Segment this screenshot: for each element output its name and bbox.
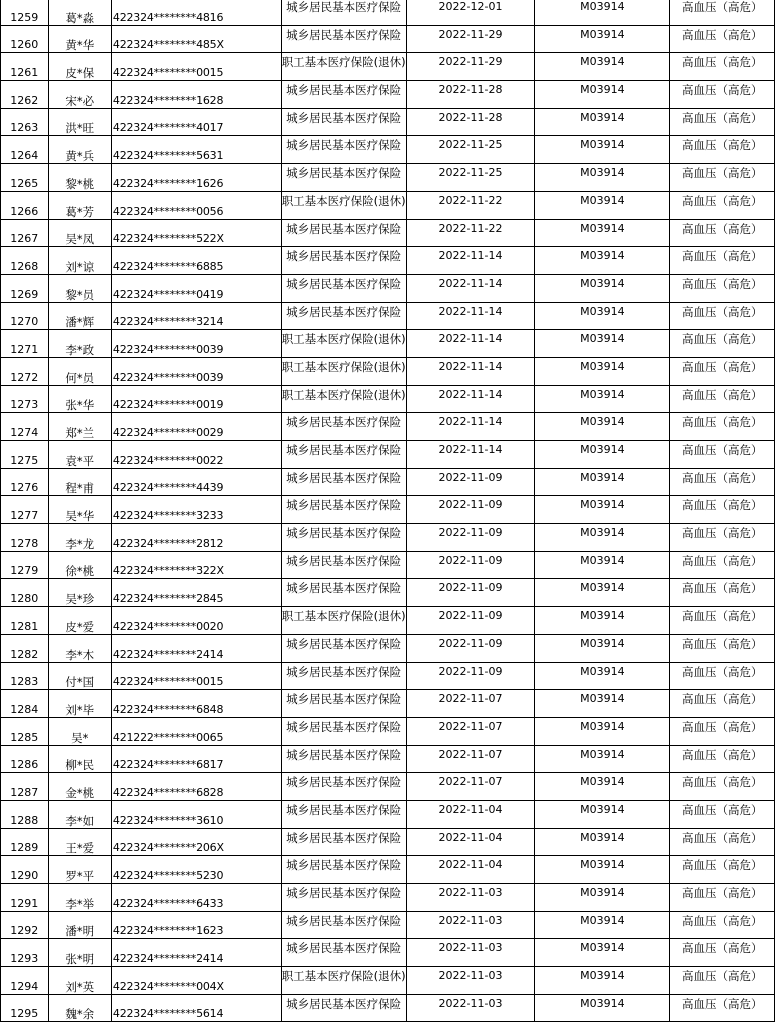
table-row <box>1 690 775 718</box>
id-number-cell: 422324********0020 <box>111 607 281 635</box>
row-number-cell: 1266 <box>1 191 49 219</box>
row-number-cell: 1262 <box>1 81 49 109</box>
name-cell: 黎*桃 <box>48 164 111 192</box>
insurance-type-cell: 城乡居民基本医疗保险 <box>281 524 406 552</box>
name-cell: 李*举 <box>48 884 111 912</box>
name-cell: 罗*平 <box>48 856 111 884</box>
disease-code-cell: M03914 <box>535 413 670 441</box>
disease-code-cell: M03914 <box>535 441 670 469</box>
disease-code-cell: M03914 <box>535 219 670 247</box>
id-number-cell: 422324********485X <box>111 25 281 53</box>
row-number-cell: 1286 <box>1 745 49 773</box>
table-row <box>1 81 775 109</box>
disease-code-cell: M03914 <box>535 911 670 939</box>
name-cell: 黄*华 <box>48 25 111 53</box>
insurance-type-cell: 城乡居民基本医疗保险 <box>281 413 406 441</box>
date-cell: 2022-11-09 <box>406 551 535 579</box>
insurance-type-cell: 城乡居民基本医疗保险 <box>281 856 406 884</box>
disease-name-cell: 高血压（高危） <box>670 690 775 718</box>
name-cell: 黎*员 <box>48 274 111 302</box>
id-number-cell: 422324********3610 <box>111 800 281 828</box>
table-row <box>1 911 775 939</box>
date-cell: 2022-11-04 <box>406 800 535 828</box>
name-cell: 刘*毕 <box>48 690 111 718</box>
insurance-type-cell: 城乡居民基本医疗保险 <box>281 496 406 524</box>
id-number-cell: 422324********5230 <box>111 856 281 884</box>
insurance-type-cell: 城乡居民基本医疗保险 <box>281 274 406 302</box>
table-row <box>1 856 775 884</box>
disease-code-cell: M03914 <box>535 524 670 552</box>
id-number-cell: 422324********2812 <box>111 524 281 552</box>
disease-code-cell: M03914 <box>535 551 670 579</box>
disease-name-cell: 高血压（高危） <box>670 828 775 856</box>
insurance-type-cell: 职工基本医疗保险(退休) <box>281 53 406 81</box>
date-cell: 2022-11-09 <box>406 607 535 635</box>
disease-name-cell: 高血压（高危） <box>670 468 775 496</box>
row-number-cell: 1291 <box>1 884 49 912</box>
insurance-type-cell: 城乡居民基本医疗保险 <box>281 247 406 275</box>
row-number-cell: 1282 <box>1 634 49 662</box>
disease-code-cell: M03914 <box>535 496 670 524</box>
date-cell: 2022-11-03 <box>406 911 535 939</box>
row-number-cell: 1280 <box>1 579 49 607</box>
row-number-cell: 1274 <box>1 413 49 441</box>
insurance-type-cell: 城乡居民基本医疗保险 <box>281 551 406 579</box>
name-cell: 宋*必 <box>48 81 111 109</box>
id-number-cell: 422324********5631 <box>111 136 281 164</box>
insurance-type-cell: 城乡居民基本医疗保险 <box>281 0 406 25</box>
row-number-cell: 1294 <box>1 967 49 995</box>
row-number-cell: 1285 <box>1 717 49 745</box>
date-cell: 2022-11-07 <box>406 690 535 718</box>
name-cell: 皮*爱 <box>48 607 111 635</box>
row-number-cell: 1268 <box>1 247 49 275</box>
row-number-cell: 1295 <box>1 994 49 1022</box>
insurance-type-cell: 城乡居民基本医疗保险 <box>281 884 406 912</box>
name-cell: 郑*兰 <box>48 413 111 441</box>
insurance-type-cell: 城乡居民基本医疗保险 <box>281 828 406 856</box>
disease-name-cell: 高血压（高危） <box>670 745 775 773</box>
disease-code-cell: M03914 <box>535 81 670 109</box>
disease-name-cell: 高血压（高危） <box>670 773 775 801</box>
row-number-cell: 1288 <box>1 800 49 828</box>
insurance-type-cell: 职工基本医疗保险(退休) <box>281 385 406 413</box>
row-number-cell: 1267 <box>1 219 49 247</box>
table-row <box>1 330 775 358</box>
table-row <box>1 745 775 773</box>
date-cell: 2022-11-28 <box>406 108 535 136</box>
disease-code-cell: M03914 <box>535 856 670 884</box>
date-cell: 2022-11-14 <box>406 247 535 275</box>
table-row <box>1 717 775 745</box>
disease-code-cell: M03914 <box>535 884 670 912</box>
id-number-cell: 422324********0019 <box>111 385 281 413</box>
disease-code-cell: M03914 <box>535 136 670 164</box>
row-number-cell: 1270 <box>1 302 49 330</box>
name-cell: 李*龙 <box>48 524 111 552</box>
table-row <box>1 800 775 828</box>
disease-name-cell: 高血压（高危） <box>670 856 775 884</box>
row-number-cell: 1279 <box>1 551 49 579</box>
disease-code-cell: M03914 <box>535 773 670 801</box>
table-row <box>1 662 775 690</box>
date-cell: 2022-11-03 <box>406 994 535 1022</box>
table-row <box>1 274 775 302</box>
name-cell: 李*木 <box>48 634 111 662</box>
row-number-cell: 1259 <box>1 0 49 25</box>
date-cell: 2022-11-04 <box>406 828 535 856</box>
table-row <box>1 441 775 469</box>
date-cell: 2022-11-09 <box>406 468 535 496</box>
disease-name-cell: 高血压（高危） <box>670 247 775 275</box>
table-row <box>1 634 775 662</box>
disease-code-cell: M03914 <box>535 662 670 690</box>
disease-name-cell: 高血压（高危） <box>670 25 775 53</box>
table-row <box>1 496 775 524</box>
id-number-cell: 422324********0039 <box>111 357 281 385</box>
disease-name-cell: 高血压（高危） <box>670 551 775 579</box>
date-cell: 2022-11-14 <box>406 413 535 441</box>
disease-name-cell: 高血压（高危） <box>670 967 775 995</box>
disease-name-cell: 高血压（高危） <box>670 136 775 164</box>
insurance-type-cell: 城乡居民基本医疗保险 <box>281 717 406 745</box>
id-number-cell: 422324********2414 <box>111 939 281 967</box>
disease-code-cell: M03914 <box>535 717 670 745</box>
disease-code-cell: M03914 <box>535 967 670 995</box>
table-row <box>1 773 775 801</box>
table-row <box>1 136 775 164</box>
date-cell: 2022-11-14 <box>406 274 535 302</box>
disease-name-cell: 高血压（高危） <box>670 911 775 939</box>
insurance-type-cell: 城乡居民基本医疗保险 <box>281 579 406 607</box>
id-number-cell: 422324********004X <box>111 967 281 995</box>
insurance-type-cell: 城乡居民基本医疗保险 <box>281 690 406 718</box>
id-number-cell: 422324********0029 <box>111 413 281 441</box>
disease-code-cell: M03914 <box>535 828 670 856</box>
date-cell: 2022-11-22 <box>406 219 535 247</box>
row-number-cell: 1289 <box>1 828 49 856</box>
insurance-type-cell: 职工基本医疗保险(退休) <box>281 607 406 635</box>
disease-code-cell: M03914 <box>535 164 670 192</box>
date-cell: 2022-11-25 <box>406 136 535 164</box>
name-cell: 徐*桃 <box>48 551 111 579</box>
id-number-cell: 422324********3214 <box>111 302 281 330</box>
date-cell: 2022-11-07 <box>406 717 535 745</box>
id-number-cell: 422324********5614 <box>111 994 281 1022</box>
name-cell: 刘*谅 <box>48 247 111 275</box>
table-row <box>1 0 775 25</box>
insurance-type-cell: 城乡居民基本医疗保险 <box>281 136 406 164</box>
disease-code-cell: M03914 <box>535 274 670 302</box>
id-number-cell: 422324********1623 <box>111 911 281 939</box>
disease-name-cell: 高血压（高危） <box>670 219 775 247</box>
table-row <box>1 25 775 53</box>
disease-name-cell: 高血压（高危） <box>670 994 775 1022</box>
disease-code-cell: M03914 <box>535 939 670 967</box>
date-cell: 2022-11-14 <box>406 330 535 358</box>
date-cell: 2022-11-25 <box>406 164 535 192</box>
date-cell: 2022-11-22 <box>406 191 535 219</box>
disease-code-cell: M03914 <box>535 330 670 358</box>
disease-code-cell: M03914 <box>535 357 670 385</box>
row-number-cell: 1290 <box>1 856 49 884</box>
disease-code-cell: M03914 <box>535 690 670 718</box>
id-number-cell: 422324********2414 <box>111 634 281 662</box>
row-number-cell: 1265 <box>1 164 49 192</box>
id-number-cell: 422324********6828 <box>111 773 281 801</box>
row-number-cell: 1261 <box>1 53 49 81</box>
insurance-type-cell: 城乡居民基本医疗保险 <box>281 302 406 330</box>
disease-code-cell: M03914 <box>535 579 670 607</box>
id-number-cell: 422324********322X <box>111 551 281 579</box>
name-cell: 程*甫 <box>48 468 111 496</box>
disease-name-cell: 高血压（高危） <box>670 607 775 635</box>
table-row <box>1 164 775 192</box>
insurance-type-cell: 城乡居民基本医疗保险 <box>281 773 406 801</box>
id-number-cell: 422324********4017 <box>111 108 281 136</box>
insurance-type-cell: 城乡居民基本医疗保险 <box>281 911 406 939</box>
table-row <box>1 53 775 81</box>
id-number-cell: 422324********6817 <box>111 745 281 773</box>
table-row <box>1 108 775 136</box>
insurance-type-cell: 城乡居民基本医疗保险 <box>281 662 406 690</box>
table-row <box>1 219 775 247</box>
date-cell: 2022-11-07 <box>406 745 535 773</box>
disease-name-cell: 高血压（高危） <box>670 939 775 967</box>
name-cell: 皮*保 <box>48 53 111 81</box>
disease-code-cell: M03914 <box>535 385 670 413</box>
id-number-cell: 422324********0022 <box>111 441 281 469</box>
table-row <box>1 385 775 413</box>
disease-name-cell: 高血压（高危） <box>670 108 775 136</box>
row-number-cell: 1283 <box>1 662 49 690</box>
name-cell: 金*桃 <box>48 773 111 801</box>
disease-name-cell: 高血压（高危） <box>670 662 775 690</box>
disease-code-cell: M03914 <box>535 108 670 136</box>
insurance-type-cell: 城乡居民基本医疗保险 <box>281 441 406 469</box>
insurance-type-cell: 城乡居民基本医疗保险 <box>281 108 406 136</box>
name-cell: 张*华 <box>48 385 111 413</box>
disease-name-cell: 高血压（高危） <box>670 274 775 302</box>
row-number-cell: 1293 <box>1 939 49 967</box>
insurance-type-cell: 城乡居民基本医疗保险 <box>281 939 406 967</box>
disease-name-cell: 高血压（高危） <box>670 81 775 109</box>
name-cell: 葛*芳 <box>48 191 111 219</box>
row-number-cell: 1263 <box>1 108 49 136</box>
name-cell: 柳*民 <box>48 745 111 773</box>
date-cell: 2022-11-09 <box>406 496 535 524</box>
name-cell: 葛*淼 <box>48 0 111 25</box>
name-cell: 吴*华 <box>48 496 111 524</box>
table-row <box>1 939 775 967</box>
insurance-type-cell: 城乡居民基本医疗保险 <box>281 745 406 773</box>
row-number-cell: 1273 <box>1 385 49 413</box>
date-cell: 2022-11-09 <box>406 662 535 690</box>
table-row <box>1 884 775 912</box>
disease-code-cell: M03914 <box>535 994 670 1022</box>
date-cell: 2022-11-29 <box>406 53 535 81</box>
insurance-type-cell: 职工基本医疗保险(退休) <box>281 191 406 219</box>
table-row <box>1 413 775 441</box>
date-cell: 2022-11-14 <box>406 385 535 413</box>
id-number-cell: 422324********6433 <box>111 884 281 912</box>
date-cell: 2022-11-14 <box>406 441 535 469</box>
name-cell: 黄*兵 <box>48 136 111 164</box>
disease-code-cell: M03914 <box>535 191 670 219</box>
disease-name-cell: 高血压（高危） <box>670 800 775 828</box>
row-number-cell: 1281 <box>1 607 49 635</box>
disease-name-cell: 高血压（高危） <box>670 164 775 192</box>
records-table-body <box>1 0 775 1022</box>
disease-name-cell: 高血压（高危） <box>670 496 775 524</box>
date-cell: 2022-11-09 <box>406 524 535 552</box>
row-number-cell: 1260 <box>1 25 49 53</box>
name-cell: 吴*凤 <box>48 219 111 247</box>
name-cell: 李*如 <box>48 800 111 828</box>
disease-name-cell: 高血压（高危） <box>670 524 775 552</box>
name-cell: 王*爱 <box>48 828 111 856</box>
disease-name-cell: 高血压（高危） <box>670 634 775 662</box>
insurance-type-cell: 城乡居民基本医疗保险 <box>281 81 406 109</box>
name-cell: 刘*英 <box>48 967 111 995</box>
insurance-type-cell: 城乡居民基本医疗保险 <box>281 800 406 828</box>
disease-name-cell: 高血压（高危） <box>670 385 775 413</box>
date-cell: 2022-11-14 <box>406 302 535 330</box>
row-number-cell: 1271 <box>1 330 49 358</box>
disease-code-cell: M03914 <box>535 25 670 53</box>
table-row <box>1 191 775 219</box>
disease-name-cell: 高血压（高危） <box>670 579 775 607</box>
date-cell: 2022-11-28 <box>406 81 535 109</box>
table-row <box>1 468 775 496</box>
row-number-cell: 1277 <box>1 496 49 524</box>
insurance-type-cell: 城乡居民基本医疗保险 <box>281 219 406 247</box>
insurance-type-cell: 职工基本医疗保险(退休) <box>281 357 406 385</box>
disease-code-cell: M03914 <box>535 634 670 662</box>
id-number-cell: 421222********0065 <box>111 717 281 745</box>
disease-name-cell: 高血压（高危） <box>670 191 775 219</box>
disease-name-cell: 高血压（高危） <box>670 357 775 385</box>
id-number-cell: 422324********4439 <box>111 468 281 496</box>
date-cell: 2022-12-01 <box>406 0 535 25</box>
table-row <box>1 579 775 607</box>
id-number-cell: 422324********4816 <box>111 0 281 25</box>
insurance-type-cell: 城乡居民基本医疗保险 <box>281 25 406 53</box>
id-number-cell: 422324********0039 <box>111 330 281 358</box>
disease-code-cell: M03914 <box>535 302 670 330</box>
name-cell: 吴* <box>48 717 111 745</box>
disease-code-cell: M03914 <box>535 53 670 81</box>
id-number-cell: 422324********0015 <box>111 53 281 81</box>
row-number-cell: 1272 <box>1 357 49 385</box>
id-number-cell: 422324********0419 <box>111 274 281 302</box>
name-cell: 袁*平 <box>48 441 111 469</box>
disease-name-cell: 高血压（高危） <box>670 302 775 330</box>
id-number-cell: 422324********2845 <box>111 579 281 607</box>
id-number-cell: 422324********0015 <box>111 662 281 690</box>
date-cell: 2022-11-29 <box>406 25 535 53</box>
row-number-cell: 1292 <box>1 911 49 939</box>
row-number-cell: 1278 <box>1 524 49 552</box>
insurance-type-cell: 职工基本医疗保险(退休) <box>281 330 406 358</box>
row-number-cell: 1276 <box>1 468 49 496</box>
table-row <box>1 967 775 995</box>
row-number-cell: 1287 <box>1 773 49 801</box>
id-number-cell: 422324********6885 <box>111 247 281 275</box>
id-number-cell: 422324********6848 <box>111 690 281 718</box>
id-number-cell: 422324********0056 <box>111 191 281 219</box>
disease-code-cell: M03914 <box>535 468 670 496</box>
table-row <box>1 607 775 635</box>
date-cell: 2022-11-03 <box>406 884 535 912</box>
name-cell: 何*员 <box>48 357 111 385</box>
date-cell: 2022-11-14 <box>406 357 535 385</box>
name-cell: 潘*辉 <box>48 302 111 330</box>
insurance-type-cell: 城乡居民基本医疗保险 <box>281 634 406 662</box>
insurance-type-cell: 城乡居民基本医疗保险 <box>281 994 406 1022</box>
disease-name-cell: 高血压（高危） <box>670 717 775 745</box>
disease-code-cell: M03914 <box>535 800 670 828</box>
date-cell: 2022-11-09 <box>406 579 535 607</box>
table-row <box>1 302 775 330</box>
id-number-cell: 422324********3233 <box>111 496 281 524</box>
disease-name-cell: 高血压（高危） <box>670 53 775 81</box>
id-number-cell: 422324********1628 <box>111 81 281 109</box>
row-number-cell: 1275 <box>1 441 49 469</box>
id-number-cell: 422324********1626 <box>111 164 281 192</box>
table-row <box>1 828 775 856</box>
date-cell: 2022-11-03 <box>406 967 535 995</box>
name-cell: 魏*余 <box>48 994 111 1022</box>
table-row <box>1 357 775 385</box>
table-row <box>1 524 775 552</box>
id-number-cell: 422324********522X <box>111 219 281 247</box>
date-cell: 2022-11-03 <box>406 939 535 967</box>
disease-code-cell: M03914 <box>535 0 670 25</box>
disease-code-cell: M03914 <box>535 247 670 275</box>
name-cell: 李*政 <box>48 330 111 358</box>
name-cell: 潘*明 <box>48 911 111 939</box>
disease-name-cell: 高血压（高危） <box>670 884 775 912</box>
disease-code-cell: M03914 <box>535 745 670 773</box>
insurance-type-cell: 城乡居民基本医疗保险 <box>281 164 406 192</box>
date-cell: 2022-11-07 <box>406 773 535 801</box>
disease-name-cell: 高血压（高危） <box>670 0 775 25</box>
name-cell: 张*明 <box>48 939 111 967</box>
insurance-type-cell: 城乡居民基本医疗保险 <box>281 468 406 496</box>
name-cell: 吴*珍 <box>48 579 111 607</box>
row-number-cell: 1269 <box>1 274 49 302</box>
table-row <box>1 994 775 1022</box>
insurance-type-cell: 职工基本医疗保险(退休) <box>281 967 406 995</box>
id-number-cell: 422324********206X <box>111 828 281 856</box>
table-row <box>1 247 775 275</box>
disease-code-cell: M03914 <box>535 607 670 635</box>
disease-name-cell: 高血压（高危） <box>670 413 775 441</box>
date-cell: 2022-11-04 <box>406 856 535 884</box>
disease-name-cell: 高血压（高危） <box>670 441 775 469</box>
name-cell: 洪*旺 <box>48 108 111 136</box>
disease-name-cell: 高血压（高危） <box>670 330 775 358</box>
row-number-cell: 1284 <box>1 690 49 718</box>
name-cell: 付*国 <box>48 662 111 690</box>
table-row <box>1 551 775 579</box>
date-cell: 2022-11-09 <box>406 634 535 662</box>
row-number-cell: 1264 <box>1 136 49 164</box>
